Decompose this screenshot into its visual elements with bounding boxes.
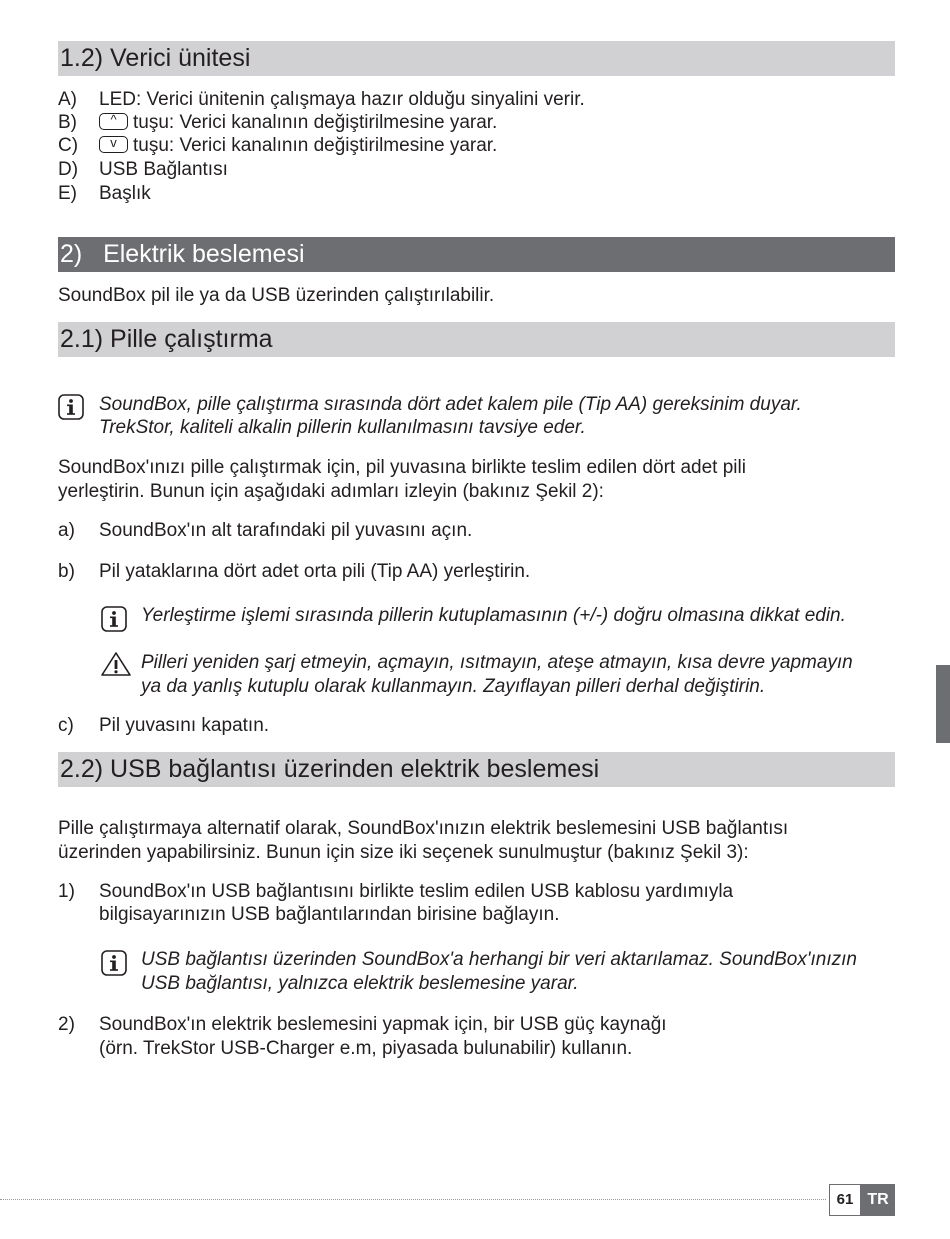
para-line-1: SoundBox'ınızı pille çalıştırmak için, pil yuvasına birlikte teslim edilen dört adet pili — [58, 457, 746, 478]
step-label-2: 2) — [58, 1014, 75, 1035]
list-text-e: Başlık — [99, 183, 151, 204]
list-text-c: tuşu: Verici kanalının değiştirilmesine yarar. — [133, 135, 498, 156]
language-badge: TR — [861, 1184, 895, 1216]
section-heading-2-1: 2.1) Pille çalıştırma — [58, 322, 895, 357]
section-heading-1-2: 1.2) Verici ünitesi — [58, 41, 895, 76]
usb-para-line-2: üzerinden yapabilirsiniz. Bunun için size iki seçenek sunulmuştur (bakınız Şekil 3): — [58, 842, 749, 863]
list-label-b: B) — [58, 112, 77, 133]
list-label-c: C) — [58, 135, 79, 156]
step-text-a: SoundBox'ın alt tarafındaki pil yuvasını açın. — [99, 520, 473, 541]
side-chapter-tab — [936, 665, 950, 743]
list-text-b: tuşu: Verici kanalının değiştirilmesine yarar. — [133, 112, 498, 133]
info-icon — [101, 950, 127, 976]
section-heading-2-2: 2.2) USB bağlantısı üzerinden elektrik beslemesi — [58, 752, 895, 787]
up-key-icon: ^ — [99, 113, 128, 130]
list-label-d: D) — [58, 159, 79, 180]
step-label-b: b) — [58, 561, 75, 582]
step-2-line-1: SoundBox'ın elektrik beslemesini yapmak için, bir USB güç kaynağı — [99, 1014, 667, 1035]
page-number: 61 — [829, 1184, 861, 1216]
list-text-d: USB Bağlantısı — [99, 159, 228, 180]
step-label-c: c) — [58, 715, 74, 736]
list-text-a: LED: Verici ünitenin çalışmaya hazır olduğu sinyalini verir. — [99, 89, 585, 110]
list-item-c — [99, 134, 497, 158]
list-label-e: E) — [58, 183, 77, 204]
list-item-b — [99, 111, 497, 135]
warning-line-2: ya da yanlış kutuplu olarak kullanmayın. Zayıflayan pilleri derhal değiştirin. — [141, 676, 766, 697]
usb-para-line-1: Pille çalıştırmaya alternatif olarak, SoundBox'ınızın elektrik beslemesini USB bağlantısı — [58, 818, 789, 839]
info-polarity: Yerleştirme işlemi sırasında pillerin kutuplamasının (+/-) doğru olmasına dikkat edin. — [141, 605, 846, 626]
step-1-line-2: bilgisayarınızın USB bağlantılarından birisine bağlayın. — [99, 904, 560, 925]
down-key-icon: v — [99, 136, 128, 153]
step-2-line-2: (örn. TrekStor USB-Charger e.m, piyasada bulunabilir) kullanın. — [99, 1038, 633, 1059]
section-heading-2: 2) Elektrik beslemesi — [58, 237, 895, 272]
usb-info-line-2: USB bağlantısı, yalnızca elektrik beslemesine yarar. — [141, 973, 579, 994]
step-text-b: Pil yataklarına dört adet orta pili (Tip AA) yerleştirin. — [99, 561, 531, 582]
usb-info-line-1: USB bağlantısı üzerinden SoundBox'a herhangi bir veri aktarılamaz. SoundBox'ınızın — [141, 949, 857, 970]
step-text-c: Pil yuvasını kapatın. — [99, 715, 270, 736]
para-line-2: yerleştirin. Bunun için aşağıdaki adımları izleyin (bakınız Şekil 2): — [58, 481, 604, 502]
note-line-1: SoundBox, pille çalıştırma sırasında dört adet kalem pile (Tip AA) gereksinim duyar. — [99, 394, 802, 415]
step-label-1: 1) — [58, 881, 75, 902]
intro-text: SoundBox pil ile ya da USB üzerinden çalıştırılabilir. — [58, 285, 495, 306]
step-1-line-1: SoundBox'ın USB bağlantısını birlikte teslim edilen USB kablosu yardımıyla — [99, 881, 734, 902]
warning-icon — [100, 651, 132, 677]
footer-dotted-rule — [0, 1199, 826, 1200]
info-icon — [101, 606, 127, 632]
info-icon — [58, 394, 84, 420]
list-label-a: A) — [58, 89, 77, 110]
warning-line-1: Pilleri yeniden şarj etmeyin, açmayın, ısıtmayın, ateşe atmayın, kısa devre yapmayın — [141, 652, 853, 673]
step-label-a: a) — [58, 520, 75, 541]
note-line-2: TrekStor, kaliteli alkalin pillerin kullanılmasını tavsiye eder. — [99, 417, 586, 438]
